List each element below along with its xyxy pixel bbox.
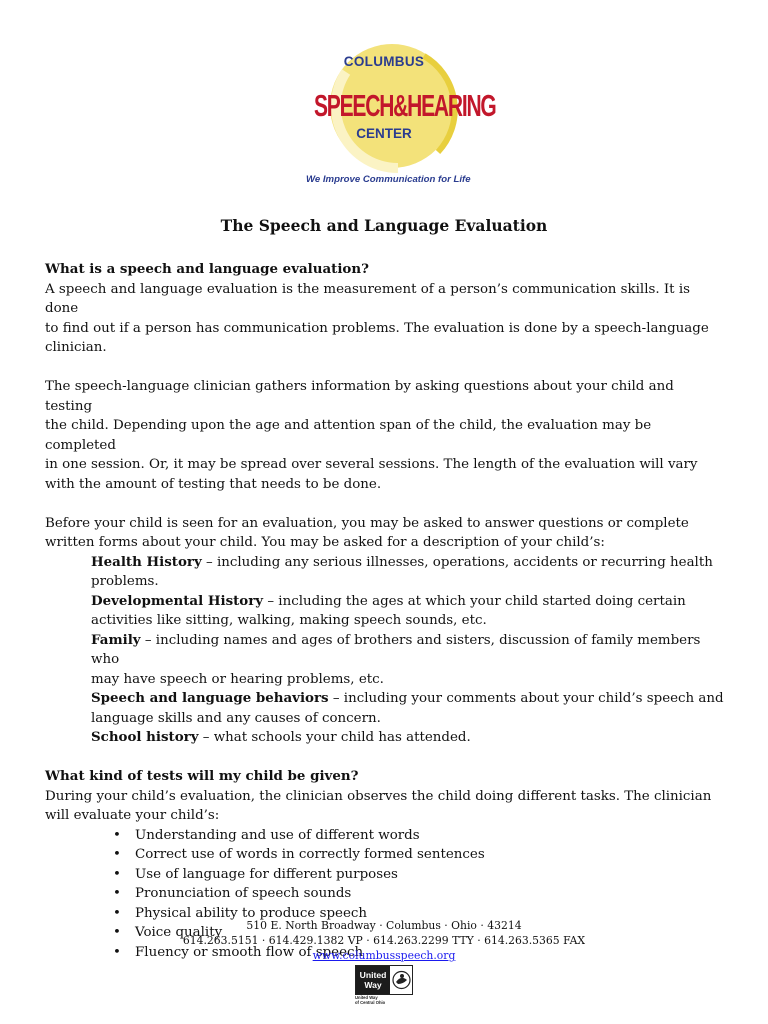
history-term: Family	[91, 631, 141, 648]
helping-hand-icon	[392, 969, 411, 991]
list-item-text: Use of language for different purposes	[135, 866, 398, 882]
footer-address: 510 E. North Broadway · Columbus · Ohio · 43214	[246, 919, 522, 932]
page-footer	[0, 918, 768, 963]
history-description: may have speech or hearing problems, etc.	[91, 671, 384, 687]
paragraph-tests-line: will evaluate your child’s:	[45, 808, 220, 823]
paragraph-definition-line: to find out if a person has communication problems. The evaluation is done by a speech-language	[45, 320, 709, 336]
paragraph-clinician-line: in one session. Or, it may be spread over several sessions. The length of the evaluation will vary	[45, 457, 698, 472]
history-description: – including your comments about your child’s speech and	[328, 691, 724, 706]
paragraph-spacer	[45, 494, 725, 514]
paragraph-tests-line: During your child’s evaluation, the clinician observes the child doing different tasks. The clinician	[45, 788, 712, 804]
history-item	[45, 631, 725, 690]
list-item-text: Understanding and use of different words	[135, 827, 420, 843]
united-way-badge	[355, 965, 413, 995]
united-way-caption-line1: United Way	[355, 995, 378, 1000]
section-heading-tests: What kind of tests will my child be given?	[45, 768, 359, 784]
bullet-icon: •	[113, 847, 121, 862]
paragraph-spacer	[45, 748, 725, 768]
history-item	[45, 553, 725, 592]
history-description: – including names and ages of brothers and sisters, discussion of family members who	[91, 632, 701, 667]
history-description: – including any serious illnesses, operations, accidents or recurring health	[201, 554, 713, 570]
history-term: Health History	[91, 553, 202, 570]
organization-logo	[306, 44, 496, 190]
list-item-text: Pronunciation of speech sounds	[135, 886, 352, 901]
paragraph-clinician-line: The speech-language clinician gathers information by asking questions about your child and testing	[45, 379, 674, 414]
history-description: problems.	[91, 574, 159, 589]
bullet-icon: •	[113, 925, 121, 940]
document-title: The Speech and Language Evaluation	[220, 216, 548, 235]
paragraph-definition-line: clinician.	[45, 340, 107, 355]
history-item	[45, 592, 725, 631]
list-item	[45, 865, 725, 885]
united-way-caption	[355, 995, 385, 1005]
logo-line-columbus: COLUMBUS	[343, 54, 425, 69]
bullet-icon: •	[113, 866, 121, 882]
history-description: – what schools your child has attended.	[198, 730, 471, 745]
paragraph-definition-line: A speech and language evaluation is the measurement of a person’s communication skills. It is done	[45, 281, 690, 316]
section-heading-what-is: What is a speech and language evaluation?	[45, 261, 369, 277]
paragraph-spacer	[45, 358, 725, 378]
united-way-wordmark	[356, 966, 390, 994]
united-way-line1: United	[359, 970, 387, 980]
list-item-text: Physical ability to produce speech	[135, 905, 368, 921]
history-description: – including the ages at which your child started doing certain	[263, 593, 686, 609]
united-way-caption-line2: of Central Ohio	[355, 1000, 386, 1005]
logo-line-speech-hearing: SPEECH&HEARING	[314, 90, 496, 124]
paragraph-clinician-line: the child. Depending upon the age and attention span of the child, the evaluation may be completed	[45, 418, 652, 453]
website-link[interactable]: www.columbusspeech.org	[312, 949, 456, 962]
logo-tagline: We Improve Communication for Life	[306, 174, 471, 185]
united-way-logo	[355, 965, 413, 1005]
history-term: Speech and language behaviors	[91, 690, 329, 706]
history-description: activities like sitting, walking, making speech sounds, etc.	[91, 613, 487, 628]
footer-phones: 614.263.5151 · 614.429.1382 VP · 614.263.2299 TTY · 614.263.5365 FAX	[182, 934, 586, 947]
united-way-line2: Way	[364, 980, 382, 990]
document-body	[45, 260, 725, 962]
history-item	[45, 689, 725, 728]
bullet-icon: •	[113, 827, 121, 843]
paragraph-before-line: written forms about your child. You may be asked for a description of your child’s:	[45, 535, 605, 550]
list-item	[45, 826, 725, 846]
list-item	[45, 845, 725, 865]
paragraph-clinician-line: with the amount of testing that needs to be done.	[45, 476, 382, 492]
paragraph-before-line: Before your child is seen for an evaluation, you may be asked to answer questions or complete	[45, 515, 689, 531]
list-item	[45, 884, 725, 904]
logo-line-center: CENTER	[356, 126, 412, 141]
history-term: Developmental History	[91, 592, 264, 609]
history-description: language skills and any causes of concern.	[91, 710, 381, 726]
history-term: School history	[91, 729, 199, 745]
bullet-icon: •	[113, 905, 121, 921]
list-item-text: Correct use of words in correctly formed sentences	[135, 847, 485, 862]
bullet-icon: •	[113, 886, 121, 901]
history-item	[45, 728, 725, 748]
list-item-text: Fluency or smooth flow of speech	[135, 944, 364, 960]
list-item-text: Voice quality	[135, 925, 223, 940]
bullet-icon: •	[113, 944, 121, 960]
